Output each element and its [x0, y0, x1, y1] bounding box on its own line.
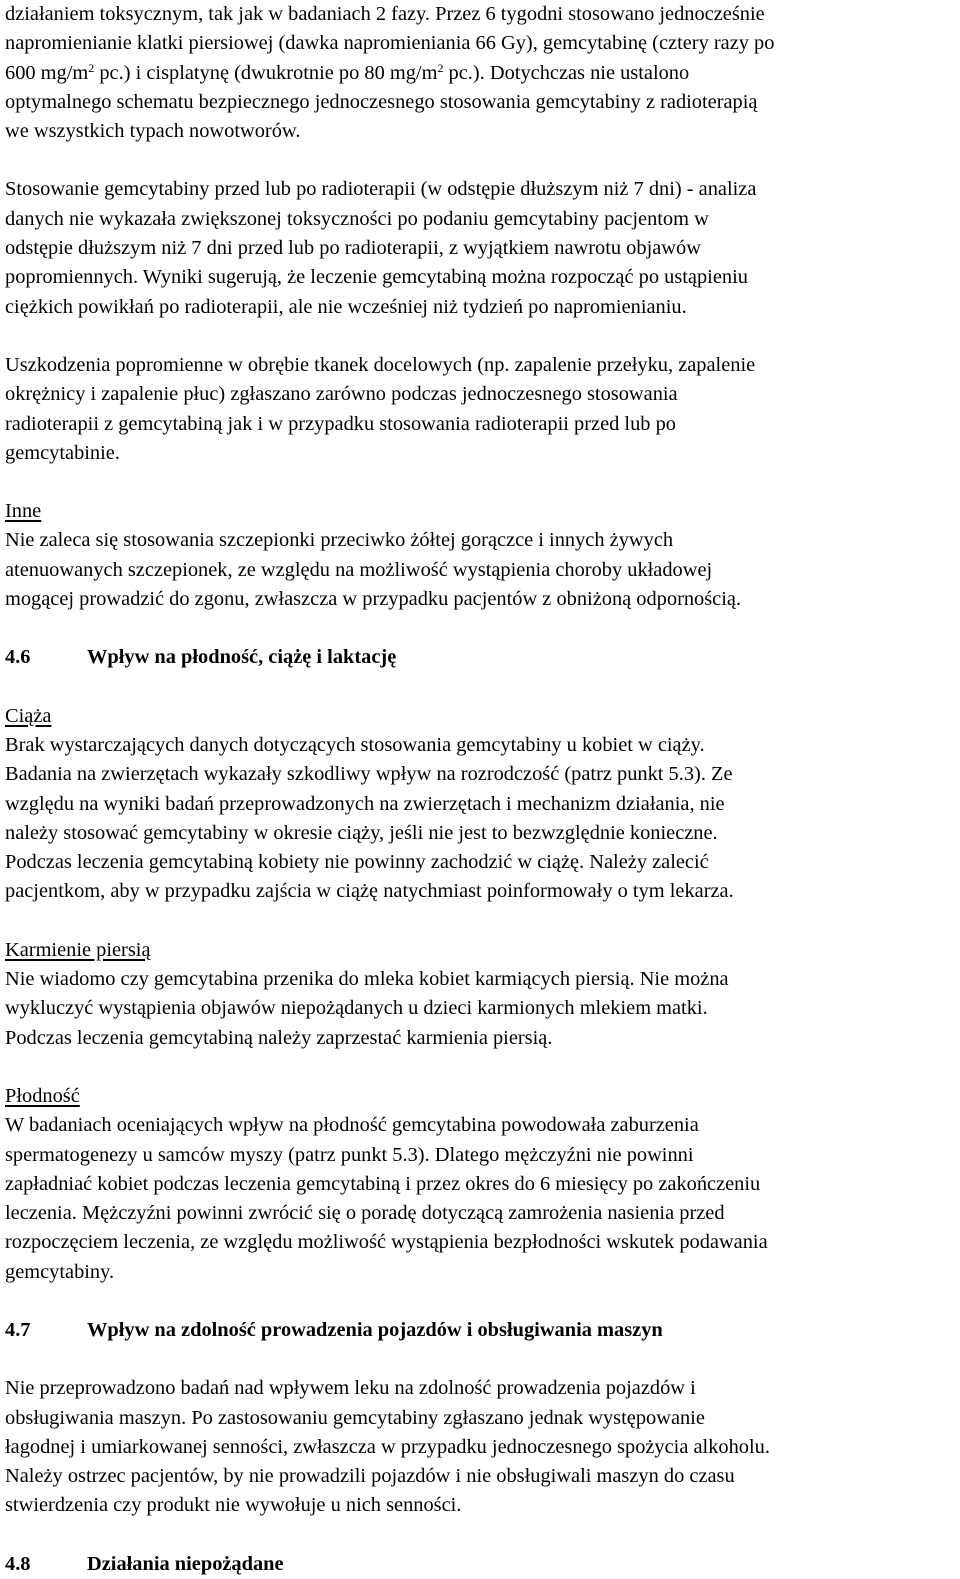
text-line: Podczas leczenia gemcytabiną kobiety nie powinny zachodzić w ciążę. Należy zalecić [5, 851, 709, 874]
text-line: mogącej prowadzić do zgonu, zwłaszcza w przypadku pacjentów z obniżoną odpornością. [5, 588, 742, 611]
section-number: 4.7 [5, 1318, 31, 1341]
section-number: 4.6 [5, 646, 31, 669]
text-line: zapładniać kobiet podczas leczenia gemcytabiną i przez okres do 6 miesięcy po zakończeniu [5, 1172, 761, 1195]
paragraph-spacer [5, 1053, 955, 1082]
text-line: danych nie wykazała zwiększonej toksyczności po podaniu gemcytabiny pacjentom w [5, 207, 709, 230]
subheading-fertility: Płodność [5, 1084, 80, 1107]
subheading-other: Inne [5, 500, 42, 523]
section-other [5, 497, 955, 614]
section-fertility [5, 1082, 955, 1287]
text-line-with-superscripts [5, 59, 955, 88]
text-line: Badania na zwierzętach wykazały szkodliwy wpływ na rozrodczość (patrz punkt 5.3). Ze [5, 763, 733, 786]
paragraph-spacer [5, 1287, 955, 1316]
section-pregnancy [5, 702, 955, 907]
document-page [5, 0, 955, 1579]
paragraph-before-after-radiotherapy [5, 175, 955, 321]
paragraph-spacer [5, 322, 955, 351]
text-line: rozpoczęciem leczenia, ze względu możliwość wystąpienia bezpłodności wskutek podawania [5, 1231, 768, 1254]
paragraph-spacer [5, 907, 955, 936]
paragraph-concurrent-radiotherapy [5, 0, 955, 146]
text-line: Stosowanie gemcytabiny przed lub po radioterapii (w odstępie dłuższym niż 7 dni) - analiza [5, 178, 757, 201]
text-line: względu na wyniki badań przeprowadzonych na zwierzętach i mechanizm działania, nie [5, 792, 725, 815]
text-line: łagodnej i umiarkowanej senności, zwłaszcza w przypadku jednoczesnego spożycia alkoholu. [5, 1435, 770, 1458]
text-line: leczenia. Mężczyźni powinni zwrócić się o poradę dotyczącą zamrożenia nasienia przed [5, 1202, 725, 1225]
text-line: Brak wystarczających danych dotyczących stosowania gemcytabiny u kobiet w ciąży. [5, 733, 705, 756]
subheading-pregnancy: Ciąża [5, 704, 52, 727]
paragraph-spacer [5, 1521, 955, 1550]
text-line: Podczas leczenia gemcytabiną należy zaprzestać karmienia piersią. [5, 1026, 553, 1049]
section-title: Działania niepożądane [87, 1552, 284, 1575]
text-line: działaniem toksycznym, tak jak w badaniach 2 fazy. Przez 6 tygodni stosowano jednocześnie [5, 3, 765, 25]
paragraph-radiation-injury [5, 351, 955, 468]
text-line: wykluczyć wystąpienia objawów niepożądanych u dzieci karmionych mlekiem matki. [5, 997, 708, 1020]
text-line: we wszystkich typach nowotworów. [5, 120, 301, 143]
paragraph-spacer [5, 146, 955, 175]
subheading-breastfeeding: Karmienie piersią [5, 938, 151, 961]
text-line: stwierdzenia czy produkt nie wywołuje u nich senności. [5, 1494, 462, 1517]
superscript: 2 [88, 60, 95, 75]
text-line: gemcytabiny. [5, 1260, 115, 1283]
text-line: atenuowanych szczepionek, ze względu na możliwość wystąpienia choroby układowej [5, 558, 713, 581]
text-line: Nie wiadomo czy gemcytabina przenika do mleka kobiet karmiących piersią. Nie można [5, 968, 729, 991]
section-title: Wpływ na płodność, ciążę i laktację [87, 646, 397, 669]
text-line: odstępie dłuższym niż 7 dni przed lub po radioterapii, z wyjątkiem nawrotu objawów [5, 237, 701, 260]
section-title: Wpływ na zdolność prowadzenia pojazdów i obsługiwania maszyn [87, 1318, 663, 1341]
paragraph-spacer [5, 468, 955, 497]
paragraph-spacer [5, 673, 955, 702]
text-fragment: pc.) i cisplatynę (dwukrotnie po 80 mg/m [94, 61, 438, 84]
section-4-7-body [5, 1374, 955, 1520]
text-line: pacjentkom, aby w przypadku zajścia w ciążę natychmiast poinformowały o tym lekarza. [5, 880, 734, 903]
text-line: okrężnicy i zapalenie płuc) zgłaszano zarówno podczas jednoczesnego stosowania [5, 383, 678, 406]
text-line: W badaniach oceniających wpływ na płodność gemcytabina powodowała zaburzenia [5, 1114, 699, 1137]
paragraph-spacer [5, 614, 955, 643]
text-fragment: pc.). Dotychczas nie ustalono [443, 61, 690, 84]
text-line: Należy ostrzec pacjentów, by nie prowadzili pojazdów i nie obsługiwali maszyn do czasu [5, 1465, 735, 1488]
superscript: 2 [437, 60, 444, 75]
text-line: obsługiwania maszyn. Po zastosowaniu gemcytabiny zgłaszano jednak występowanie [5, 1406, 705, 1429]
text-line: należy stosować gemcytabiny w okresie ciąży, jeśli nie jest to bezwzględnie konieczne. [5, 821, 718, 844]
heading-section-4-7 [5, 1316, 955, 1345]
paragraph-spacer [5, 1345, 955, 1374]
text-line: Uszkodzenia popromienne w obrębie tkanek docelowych (np. zapalenie przełyku, zapalenie [5, 353, 756, 376]
text-line: optymalnego schematu bezpiecznego jednoczesnego stosowania gemcytabiny z radioterapią [5, 90, 758, 113]
text-line: Nie zaleca się stosowania szczepionki przeciwko żółtej gorączce i innych żywych [5, 529, 674, 552]
text-line: popromiennych. Wyniki sugerują, że leczenie gemcytabiną można rozpocząć po ustąpieniu [5, 266, 748, 289]
text-line: napromienianie klatki piersiowej (dawka napromieniania 66 Gy), gemcytabinę (cztery razy po [5, 32, 775, 55]
heading-section-4-6 [5, 643, 955, 672]
section-number: 4.8 [5, 1552, 31, 1575]
text-line: ciężkich powikłań po radioterapii, ale nie wcześniej niż tydzień po napromienianiu. [5, 295, 687, 318]
text-line: spermatogenezy u samców myszy (patrz punkt 5.3). Dlatego mężczyźni nie powinni [5, 1143, 694, 1166]
text-line: radioterapii z gemcytabiną jak i w przypadku stosowania radioterapii przed lub po [5, 412, 676, 435]
text-fragment: 600 mg/m [5, 61, 89, 84]
text-line: Nie przeprowadzono badań nad wpływem leku na zdolność prowadzenia pojazdów i [5, 1377, 696, 1400]
section-breastfeeding [5, 936, 955, 1053]
text-line: gemcytabinie. [5, 441, 120, 464]
